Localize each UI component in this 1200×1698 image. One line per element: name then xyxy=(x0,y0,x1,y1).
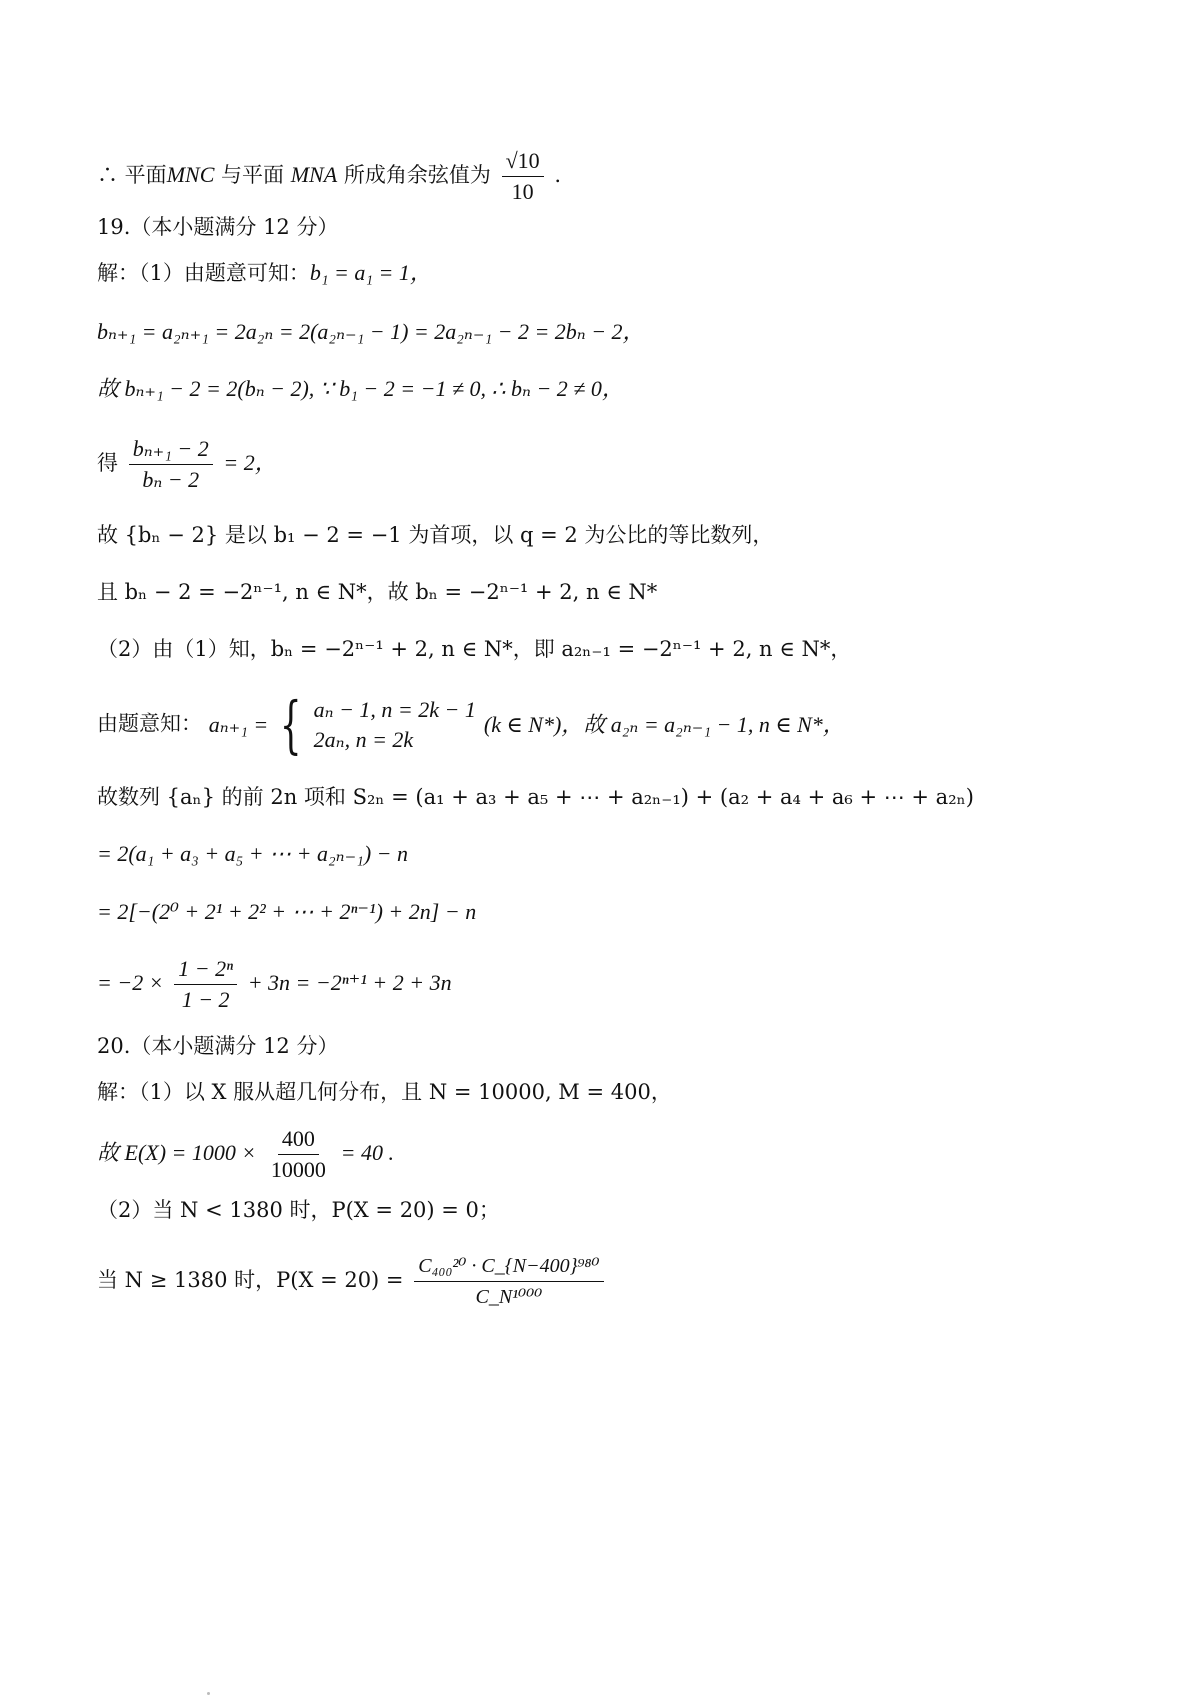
math-expression: = −2 × xyxy=(97,970,164,995)
fraction-denominator: bₙ − 2 xyxy=(142,467,200,492)
q19-solution-intro xyxy=(97,258,432,288)
text: 与平面 xyxy=(214,163,291,187)
cases-list xyxy=(314,695,476,755)
page-mark xyxy=(207,1692,210,1695)
fraction-denominator: 1 − 2 xyxy=(181,987,230,1012)
case-even: 2aₙ, n = 2k xyxy=(313,727,414,752)
piecewise-definition xyxy=(208,688,845,761)
q20-probability xyxy=(97,1253,608,1310)
q20-header: 20.（本小题满分 12 分） xyxy=(97,1034,339,1058)
fraction-numerator: C₄₀₀²⁰ · C_{N−400}⁹⁸⁰ xyxy=(414,1253,603,1282)
fraction-denominator: 10 xyxy=(511,179,534,204)
math-expression: = 2， xyxy=(223,450,277,475)
fraction-numerator: bₙ₊₁ − 2 xyxy=(129,436,213,465)
text: . xyxy=(554,163,562,187)
plane-mnc: MNC xyxy=(166,162,215,187)
fraction-numerator: 400 xyxy=(278,1126,319,1155)
q19-sum-line-1: 故数列 {aₙ} 的前 2n 项和 S₂ₙ = (a₁ + a₃ + a₅ + ⋯ + a₂ₙ₋₁) + (a₂ + a₄ + a₆ + ⋯ + a₂ₙ) xyxy=(97,785,974,809)
q19-part2-intro: （2）由（1）知，bₙ = −2ⁿ⁻¹ + 2, n ∈ N*，即 a₂ₙ₋₁ = −2ⁿ⁻¹ + 2, n ∈ N*， xyxy=(97,637,852,661)
piecewise-lhs: aₙ₊₁ = xyxy=(208,712,269,737)
expectation-fraction xyxy=(267,1126,330,1183)
plane-mna: MNA xyxy=(290,162,338,187)
text: 所成角余弦值为 xyxy=(337,163,491,187)
q19-sum-line-3: = 2[−(2⁰ + 2¹ + 2² + ⋯ + 2ⁿ⁻¹) + 2n] − n xyxy=(97,899,477,924)
q20-expectation xyxy=(97,1126,394,1183)
math-expression: 当 N ≥ 1380 时，P(X = 20) = xyxy=(97,1268,404,1292)
q20-part1: 解：（1）以 X 服从超几何分布，且 N = 10000, M = 400， xyxy=(97,1080,672,1104)
q19-recurrence: bₙ₊₁ = a₂ₙ₊₁ = 2a₂ₙ = 2(a₂ₙ₋₁ − 1) = 2a₂ₙ₋₁ − 2 = 2bₙ − 2， xyxy=(97,319,645,344)
case-condition: (k ∈ N*)，故 a₂ₙ = a₂ₙ₋₁ − 1, n ∈ N*， xyxy=(483,712,845,737)
q19-sum-line-2: = 2(a₁ + a₃ + a₅ + ⋯ + a₂ₙ₋₁) − n xyxy=(97,841,408,866)
sum-fraction xyxy=(174,956,237,1013)
q19-general-term: 且 bₙ − 2 = −2ⁿ⁻¹, n ∈ N*，故 bₙ = −2ⁿ⁻¹ + 2, n ∈ N* xyxy=(97,580,658,604)
text: ∴ 平面 xyxy=(97,163,167,187)
math-expression: = 40 . xyxy=(340,1140,394,1165)
q19-ratio-line: 故 bₙ₊₁ − 2 = 2(bₙ − 2), ∵ b₁ − 2 = −1 ≠ 0, ∴ bₙ − 2 ≠ 0， xyxy=(97,376,624,401)
text: 由题意知： xyxy=(97,711,202,736)
q19-ratio-fraction xyxy=(97,436,277,493)
cosine-fraction xyxy=(502,148,544,205)
case-odd: aₙ − 1, n = 2k − 1 xyxy=(313,697,476,722)
fraction-denominator: C_N¹⁰⁰⁰ xyxy=(475,1286,543,1308)
text: 得 xyxy=(97,451,118,475)
math-expression: 故 E(X) = 1000 × xyxy=(97,1140,257,1165)
math-expression: b₁ = a₁ = 1， xyxy=(309,260,432,285)
q20-part2: （2）当 N < 1380 时，P(X = 20) = 0； xyxy=(97,1198,500,1222)
left-brace-icon: { xyxy=(280,688,302,761)
q19-piecewise xyxy=(97,688,845,761)
ratio-fraction xyxy=(129,436,213,493)
conclusion-line xyxy=(97,148,561,205)
math-expression: + 3n = −2ⁿ⁺¹ + 2 + 3n xyxy=(247,970,452,995)
fraction-denominator: 10000 xyxy=(270,1157,326,1182)
fraction-numerator: √10 xyxy=(502,148,544,177)
q19-geometric-statement: 故 {bₙ − 2} 是以 b₁ − 2 = −1 为首项，以 q = 2 为公比的等比数列， xyxy=(97,523,774,547)
text: 解：（1）由题意可知： xyxy=(97,261,310,285)
q19-header: 19.（本小题满分 12 分） xyxy=(97,215,339,239)
fraction-numerator: 1 − 2ⁿ xyxy=(174,956,237,985)
q19-sum-line-4 xyxy=(97,956,452,1013)
probability-fraction xyxy=(414,1253,603,1310)
